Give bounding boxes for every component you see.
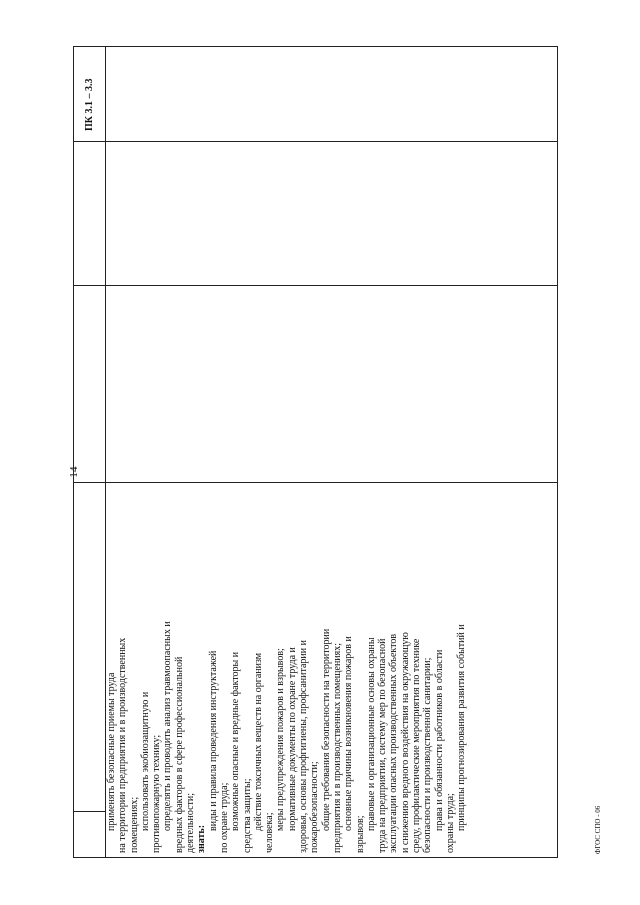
content-line: здоровья, основы профгигиены, профсанитарии и	[298, 640, 310, 853]
page-number: 14	[67, 466, 80, 478]
content-line: противопожарную технику;	[151, 734, 163, 853]
content-line: и снижению вредного воздействия на окружающую	[399, 632, 411, 853]
content-line: виды и правила проведения инструктажей	[207, 650, 219, 831]
content-line: вредных факторов в сфере профессиональной	[173, 656, 185, 853]
content-line: общие требования безопасности на территории	[320, 628, 332, 831]
competence-code: ПК 3.1 – 3.3	[84, 78, 95, 131]
content-line: меры предупреждения пожаров и взрывов;	[275, 648, 287, 831]
footer-label: ФГОС СПО - 06	[594, 805, 602, 855]
content-line: деятельности;	[185, 792, 197, 853]
content-line: предприятия и в производственных помещениях;	[331, 642, 343, 853]
content-line: знать:	[196, 824, 208, 853]
content-line: безопасности и производственной санитарии;	[422, 657, 434, 853]
content-line: эксплуатации опасных производственных объектов	[388, 633, 400, 853]
content-line: основные причины возникновения пожаров и	[343, 636, 355, 831]
content-line: средства защиты;	[241, 778, 253, 853]
rotated-table-content	[74, 47, 559, 859]
content-line: на территории предприятия и в производственных	[117, 637, 129, 853]
content-line: возможные опасные и вредные факторы и	[230, 651, 242, 831]
content-line: взрывов;	[354, 815, 366, 853]
content-line: охраны труда;	[444, 793, 456, 853]
content-line: нормативные документы по охране труда и	[286, 647, 298, 831]
content-line: пожаробезопасности;	[309, 761, 321, 853]
content-line: использовать экобиозащитную и	[139, 691, 151, 831]
content-line: человека;	[264, 812, 276, 853]
content-line: права и обязанности работников в области	[433, 649, 445, 831]
content-line: действие токсичных веществ на организм	[252, 652, 264, 831]
content-line: среду, профилактические мероприятия по технике	[411, 638, 423, 853]
content-line: принципы прогнозирования развития событий и	[456, 624, 468, 831]
content-line: труда на предприятии, систему мер по безопасной	[377, 638, 389, 853]
content-line: определять и проводить анализ травмоопасных и	[162, 621, 174, 831]
content-column	[106, 459, 556, 855]
content-line: помещениях;	[128, 796, 140, 853]
content-line: правовые и организационные основы охраны	[365, 637, 377, 831]
content-line: применять безопасные приемы труда	[106, 672, 117, 831]
curriculum-table	[73, 46, 558, 858]
content-line: по охране труда;	[218, 782, 230, 853]
